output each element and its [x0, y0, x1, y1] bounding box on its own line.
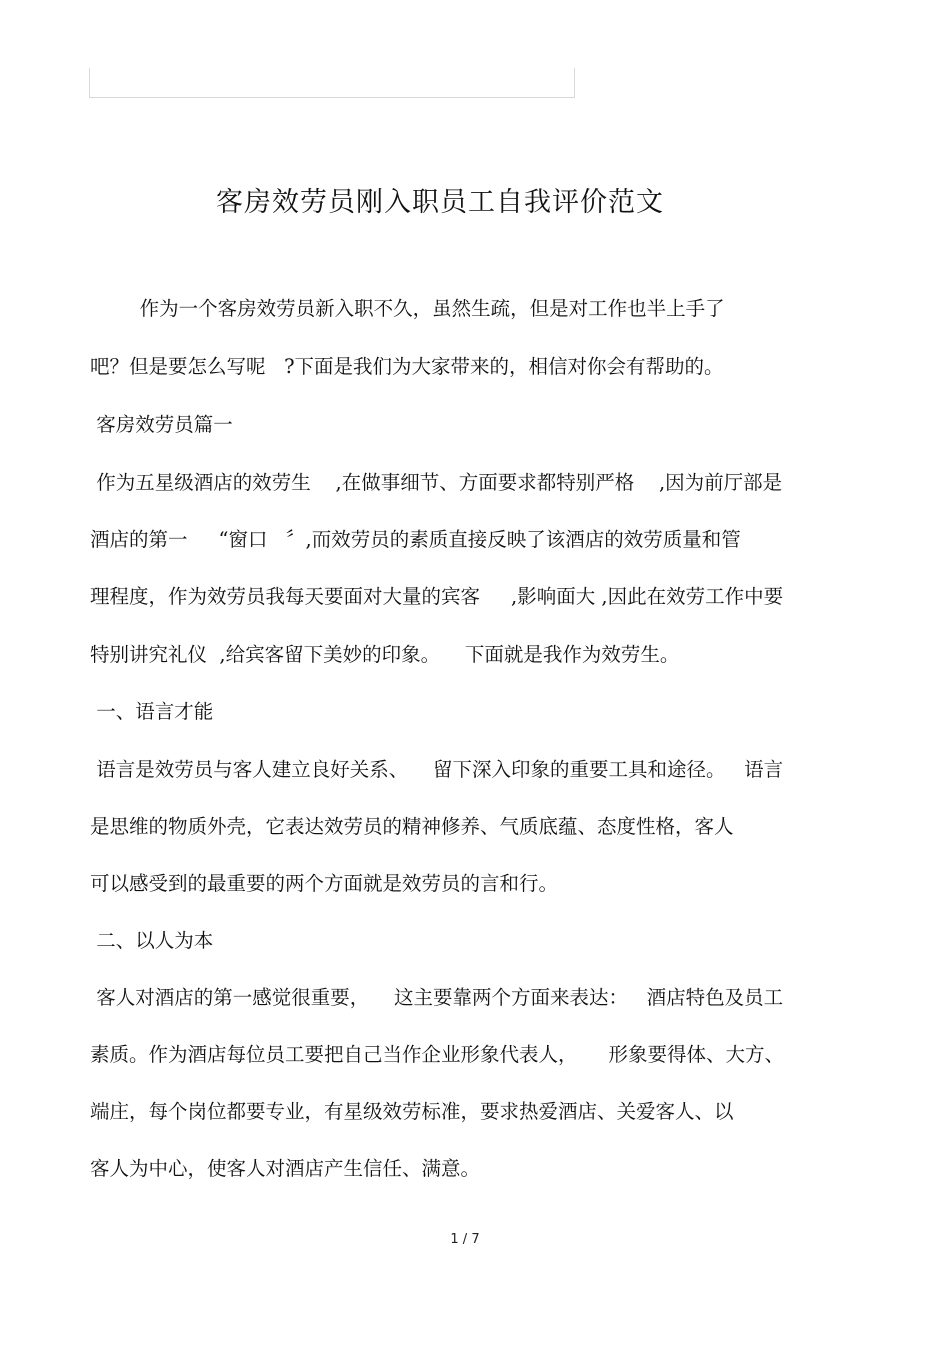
paragraph-line: 语言是效劳员与客人建立良好关系、 留下深入印象的重要工具和途径。 语言 [90, 758, 784, 781]
document-title: 客房效劳员刚入职员工自我评价范文 [216, 187, 664, 218]
paragraph-line: 端庄，每个岗位都要专业，有星级效劳标准，要求热爱酒店、关爱客人、以 [90, 1100, 734, 1123]
paragraph-line: 可以感受到的最重要的两个方面就是效劳员的言和行。 [90, 872, 559, 895]
paragraph-line: 是思维的物质外壳，它表达效劳员的精神修养、气质底蕴、态度性格，客人 [90, 815, 734, 838]
paragraph-line: 作为五星级酒店的效劳生 ,在做事细节、方面要求都特别严格 ,因为前厅部是 [90, 471, 783, 494]
paragraph-line: 吧？但是要怎么写呢 ?下面是我们为大家带来的，相信对你会有帮助的。 [90, 355, 724, 378]
section-heading: 一、语言才能 [90, 700, 214, 723]
paragraph-line: 客人为中心，使客人对酒店产生信任、满意。 [90, 1157, 481, 1180]
header-frame [89, 68, 575, 98]
paragraph-line: 素质。作为酒店每位员工要把自己当作企业形象代表人， 形象要得体、大方、 [90, 1043, 784, 1066]
page-number: 1 / 7 [450, 1232, 480, 1247]
section-heading: 客房效劳员篇一 [90, 413, 233, 436]
paragraph-line: 客人对酒店的第一感觉很重要， 这主要靠两个方面来表达： 酒店特色及员工 [90, 986, 784, 1009]
paragraph-line: 酒店的第一 “窗口 〞,而效劳员的素质直接反映了该酒店的效劳质量和管 [90, 528, 741, 551]
section-heading: 二、以人为本 [90, 929, 214, 952]
paragraph-line: 特别讲究礼仪 ,给宾客留下美妙的印象。 下面就是我作为效劳生。 [90, 643, 680, 666]
paragraph-line: 理程度，作为效劳员我每天要面对大量的宾客 ,影响面大 ,因此在效劳工作中要 [90, 585, 784, 608]
paragraph-line: 作为一个客房效劳员新入职不久，虽然生疏，但是对工作也半上手了 [90, 297, 725, 320]
